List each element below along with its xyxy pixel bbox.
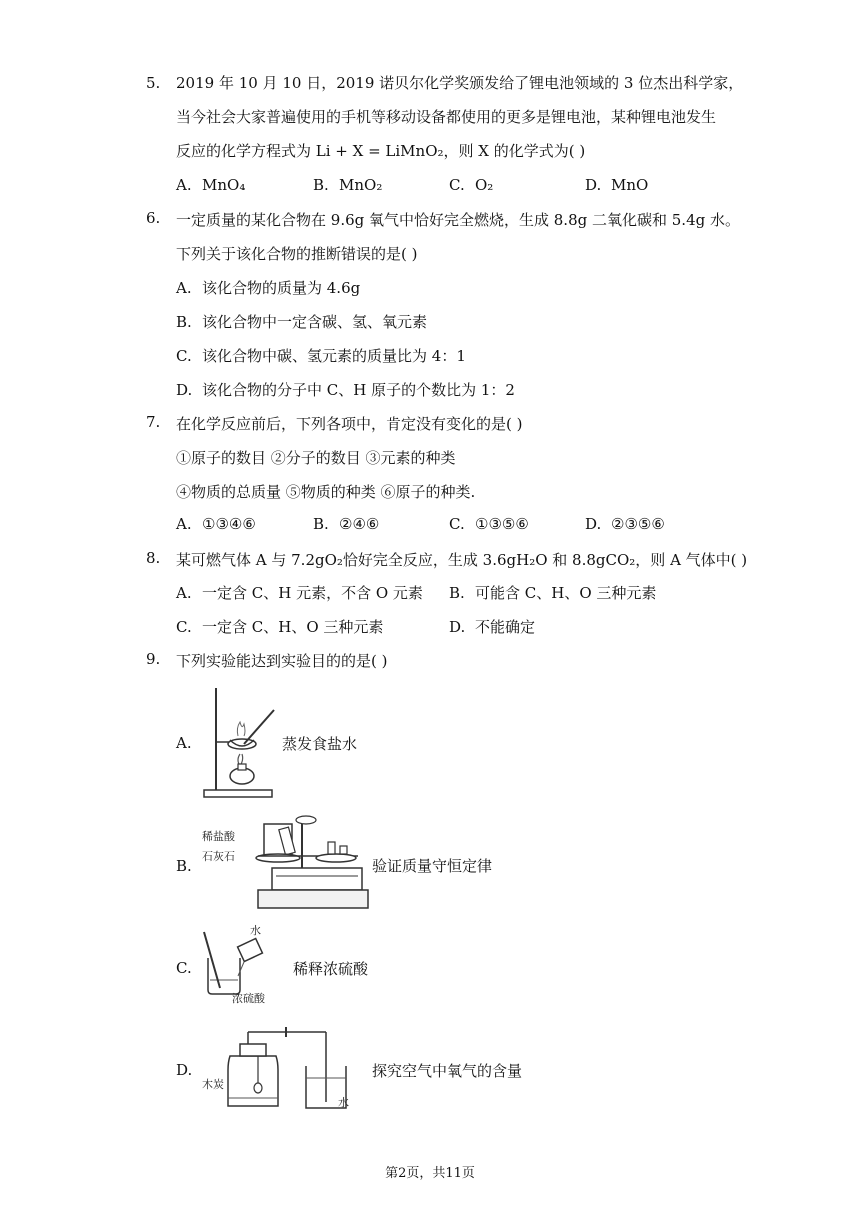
question-text-line: 下列关于该化合物的推断错误的是( ) xyxy=(176,245,418,263)
question-text-line: 下列实验能达到实验目的的是( ) xyxy=(176,652,388,670)
option-a[interactable]: A. 该化合物的质量为 4.6g xyxy=(176,279,361,297)
fig-label-limestone: 石灰石 xyxy=(202,850,235,863)
option-d[interactable]: D. 不能确定 xyxy=(449,618,536,636)
question-text-line: 在化学反应前后，下列各项中，肯定没有变化的是( ) xyxy=(176,415,523,433)
option-c-label[interactable]: C. xyxy=(176,959,192,977)
dilution-apparatus-figure xyxy=(198,922,298,1010)
option-c-caption: 稀释浓硫酸 xyxy=(293,960,369,978)
page-footer: 第2页，共11页 xyxy=(385,1166,475,1181)
question-text-line: 反应的化学方程式为 Li + X = LiMnO₂，则 X 的化学式为( ) xyxy=(176,142,586,160)
option-a-caption: 蒸发食盐水 xyxy=(282,735,358,753)
option-b[interactable]: B. ②④⑥ xyxy=(313,515,380,533)
option-b[interactable]: B. MnO₂ xyxy=(313,176,383,194)
option-a[interactable]: A. ①③④⑥ xyxy=(176,515,256,533)
fig-label-conc-sulfuric: 浓硫酸 xyxy=(232,992,265,1005)
fig-label-water: 水 xyxy=(338,1096,349,1109)
question-number: 9. xyxy=(146,650,161,668)
option-d[interactable]: D. MnO xyxy=(585,176,649,194)
option-d-caption: 探究空气中氧气的含量 xyxy=(372,1062,523,1080)
option-a[interactable]: A. MnO₄ xyxy=(176,176,246,194)
question-text-line: 2019 年 10 月 10 日，2019 诺贝尔化学奖颁发给了锂电池领域的 3 位杰出科学家， xyxy=(176,74,744,92)
option-b[interactable]: B. 该化合物中一定含碳、氢、氧元素 xyxy=(176,313,428,331)
option-c[interactable]: C. 该化合物中碳、氢元素的质量比为 4：1 xyxy=(176,347,466,365)
option-c[interactable]: C. 一定含 C、H、O 三种元素 xyxy=(176,618,384,636)
question-text-line: 当今社会大家普遍使用的手机等移动设备都使用的更多是锂电池，某种锂电池发生 xyxy=(176,108,717,126)
question-text-line: ④物质的总质量 ⑤物质的种类 ⑥原子的种类. xyxy=(176,483,476,501)
option-d-label[interactable]: D. xyxy=(176,1061,193,1079)
fig-label-water: 水 xyxy=(250,924,261,937)
fig-label-charcoal: 木炭 xyxy=(202,1078,224,1091)
option-b-caption: 验证质量守恒定律 xyxy=(372,857,493,875)
option-a[interactable]: A. 一定含 C、H 元素，不含 O 元素 xyxy=(176,584,423,602)
question-number: 7. xyxy=(146,413,161,431)
question-number: 5. xyxy=(146,74,161,92)
fig-label-dilute-hcl: 稀盐酸 xyxy=(202,830,235,843)
option-a-label[interactable]: A. xyxy=(176,734,192,752)
evaporation-apparatus-figure xyxy=(198,680,278,800)
question-text-line: 一定质量的某化合物在 9.6g 氧气中恰好完全燃烧，生成 8.8g 二氧化碳和 5.4g 水。 xyxy=(176,211,740,229)
option-d[interactable]: D. 该化合物的分子中 C、H 原子的个数比为 1：2 xyxy=(176,381,515,399)
option-c[interactable]: C. O₂ xyxy=(449,176,494,194)
question-number: 6. xyxy=(146,209,161,227)
question-number: 8. xyxy=(146,549,161,567)
balance-apparatus-figure xyxy=(198,810,373,915)
option-b[interactable]: B. 可能含 C、H、O 三种元素 xyxy=(449,584,657,602)
oxygen-content-apparatus-figure xyxy=(198,1022,358,1116)
option-d[interactable]: D. ②③⑤⑥ xyxy=(585,515,665,533)
question-text-line: ①原子的数目 ②分子的数目 ③元素的种类 xyxy=(176,449,456,467)
question-text-line: 某可燃气体 A 与 7.2gO₂恰好完全反应，生成 3.6gH₂O 和 8.8gCO₂，则 A 气体中( ) xyxy=(176,551,748,569)
option-c[interactable]: C. ①③⑤⑥ xyxy=(449,515,529,533)
option-b-label[interactable]: B. xyxy=(176,857,192,875)
